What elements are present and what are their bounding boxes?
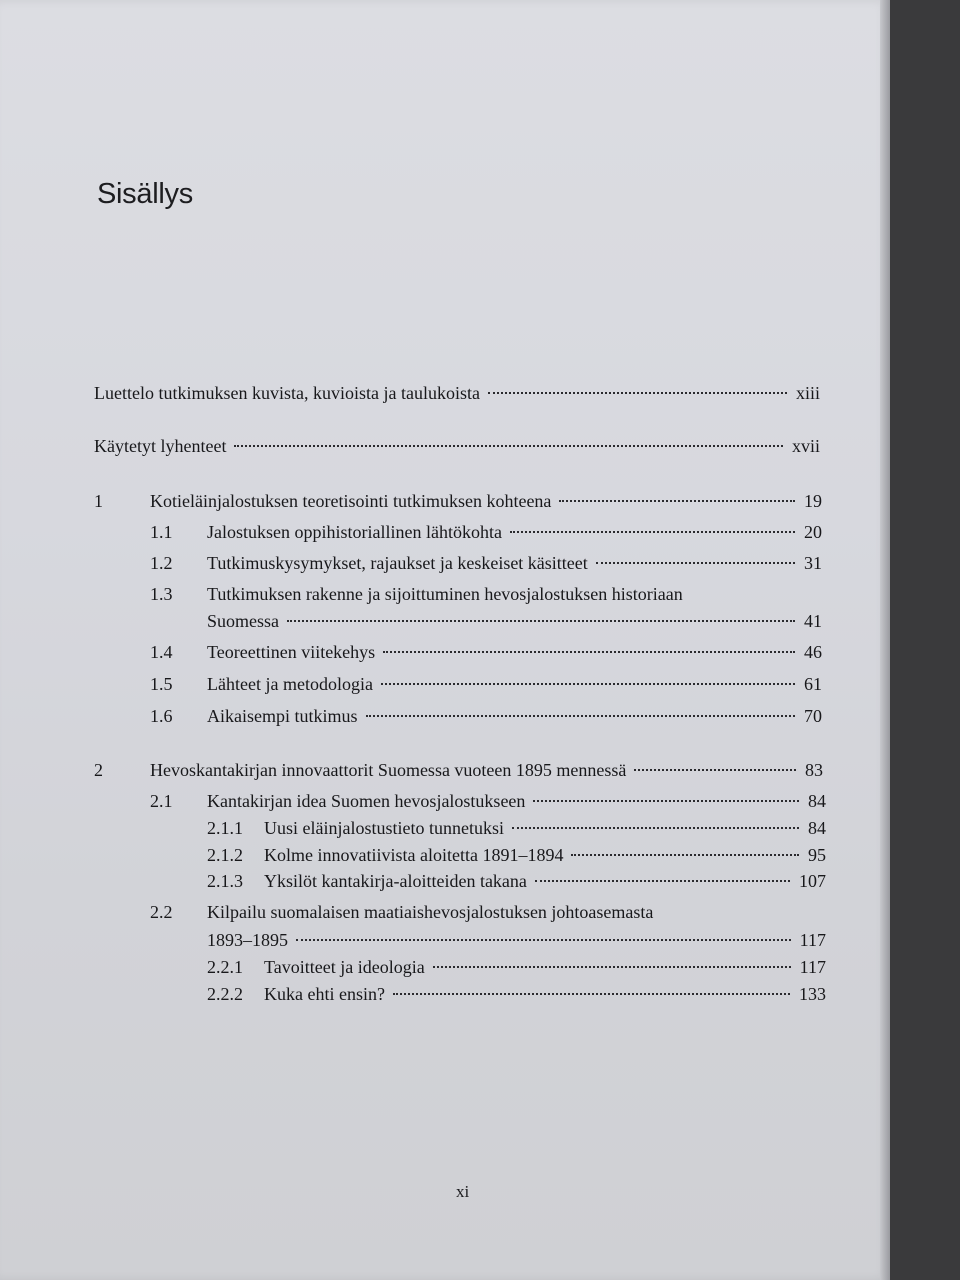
toc-entry-number: 2.2 [150, 902, 173, 922]
toc-entry-label: Lähteet ja metodologia [207, 674, 373, 694]
toc-section-entry [150, 521, 822, 543]
toc-entry-number: 2.1.3 [207, 871, 243, 891]
dot-leader [287, 620, 795, 622]
toc-entry-label: Hevoskantakirjan innovaattorit Suomessa vuoteen 1895 mennessä [150, 760, 627, 780]
toc-entry-number: 2.1.1 [207, 818, 243, 838]
dot-leader [393, 993, 790, 995]
toc-entry-page: 117 [799, 957, 826, 977]
toc-entry-page: 20 [804, 522, 822, 542]
dot-leader [510, 531, 795, 533]
toc-section-entry [150, 641, 822, 663]
toc-entry-label-continued: 1893–1895 [207, 930, 288, 950]
toc-subsection-entry [207, 983, 826, 1005]
toc-entry-label: Tavoitteet ja ideologia [264, 957, 425, 977]
toc-entry-number: 1.1 [150, 522, 173, 542]
toc-entry-page: xiii [795, 383, 820, 403]
dot-leader [488, 392, 787, 394]
toc-entry-page: 46 [804, 642, 822, 662]
toc-entry-label-continued: Suomessa [207, 611, 279, 631]
toc-entry-label: Luettelo tutkimuksen kuvista, kuvioista ja taulukoista [94, 383, 480, 403]
toc-section-entry [150, 673, 822, 695]
toc-entry-number: 1.4 [150, 642, 173, 662]
dot-leader [535, 880, 790, 882]
toc-entry-page: xvii [791, 436, 820, 456]
toc-entry-label: Yksilöt kantakirja-aloitteiden takana [264, 871, 527, 891]
toc-subsection-entry [207, 844, 826, 866]
toc-entry-page: 84 [808, 818, 826, 838]
toc-section-entry [150, 790, 826, 812]
toc-entry-label: Kolme innovatiivista aloitetta 1891–1894 [264, 845, 564, 865]
dot-leader [296, 939, 791, 941]
toc-heading: Sisällys [97, 178, 193, 210]
toc-entry-number: 2.2.2 [207, 984, 243, 1004]
toc-entry-number: 2.1 [150, 791, 173, 811]
dot-leader [383, 651, 795, 653]
toc-entry-page: 70 [804, 706, 822, 726]
toc-entry-number: 1.3 [150, 584, 173, 604]
toc-entry-page: 41 [804, 611, 822, 631]
dot-leader [234, 445, 783, 447]
page-number: xi [456, 1182, 470, 1201]
toc-section-entry [150, 705, 822, 727]
toc-section-entry [150, 901, 826, 923]
toc-entry-page: 107 [799, 871, 826, 891]
dot-leader [596, 562, 795, 564]
toc-subsection-entry [207, 817, 826, 839]
toc-entry-number: 1 [94, 491, 103, 511]
toc-entry [94, 435, 820, 457]
toc-chapter-entry [94, 490, 822, 512]
toc-entry-page: 83 [805, 760, 823, 780]
toc-entry-label: Kilpailu suomalaisen maatiaishevosjalostuksen johtoasemasta [207, 902, 654, 922]
toc-entry-label: Uusi eläinjalostustieto tunnetuksi [264, 818, 504, 838]
dot-leader [512, 827, 799, 829]
dot-leader [433, 966, 791, 968]
dot-leader [366, 715, 796, 717]
toc-entry-number: 1.6 [150, 706, 173, 726]
toc-entry-number: 2.2.1 [207, 957, 243, 977]
toc-entry-label: Käytetyt lyhenteet [94, 436, 227, 456]
toc-entry-label: Aikaisempi tutkimus [207, 706, 358, 726]
toc-entry-label: Tutkimuskysymykset, rajaukset ja keskeiset käsitteet [207, 553, 588, 573]
toc-entry-label: Kotieläinjalostuksen teoretisointi tutkimuksen kohteena [150, 491, 552, 511]
toc-entry-page: 19 [804, 491, 822, 511]
toc-entry-label: Jalostuksen oppihistoriallinen lähtökohta [207, 522, 502, 542]
toc-entry-page: 133 [799, 984, 826, 1004]
dot-leader [533, 800, 799, 802]
toc-entry-page: 117 [799, 930, 826, 950]
dot-leader [559, 500, 795, 502]
toc-entry-label: Tutkimuksen rakenne ja sijoittuminen hevosjalostuksen historiaan [207, 584, 683, 604]
toc-entry-continuation [207, 610, 822, 632]
toc-entry-page: 95 [808, 845, 826, 865]
dot-leader [634, 769, 796, 771]
toc-entry-page: 31 [804, 553, 822, 573]
toc-entry-page: 61 [804, 674, 822, 694]
page-edge [880, 0, 890, 1280]
toc-entry-number: 2 [94, 760, 103, 780]
toc-subsection-entry [207, 870, 826, 892]
toc-entry-continuation [207, 929, 826, 951]
toc-entry-label: Teoreettinen viitekehys [207, 642, 376, 662]
toc-entry-number: 1.2 [150, 553, 173, 573]
toc-entry-label: Kuka ehti ensin? [264, 984, 385, 1004]
toc-entry-number: 2.1.2 [207, 845, 243, 865]
dot-leader [381, 683, 795, 685]
toc-entry [94, 382, 820, 404]
toc-entry-number: 1.5 [150, 674, 173, 694]
toc-chapter-entry [94, 759, 823, 781]
toc-subsection-entry [207, 956, 826, 978]
toc-entry-label: Kantakirjan idea Suomen hevosjalostukseen [207, 791, 526, 811]
dot-leader [571, 854, 799, 856]
toc-section-entry [150, 552, 822, 574]
toc-entry-page: 84 [808, 791, 826, 811]
toc-section-entry [150, 583, 822, 605]
